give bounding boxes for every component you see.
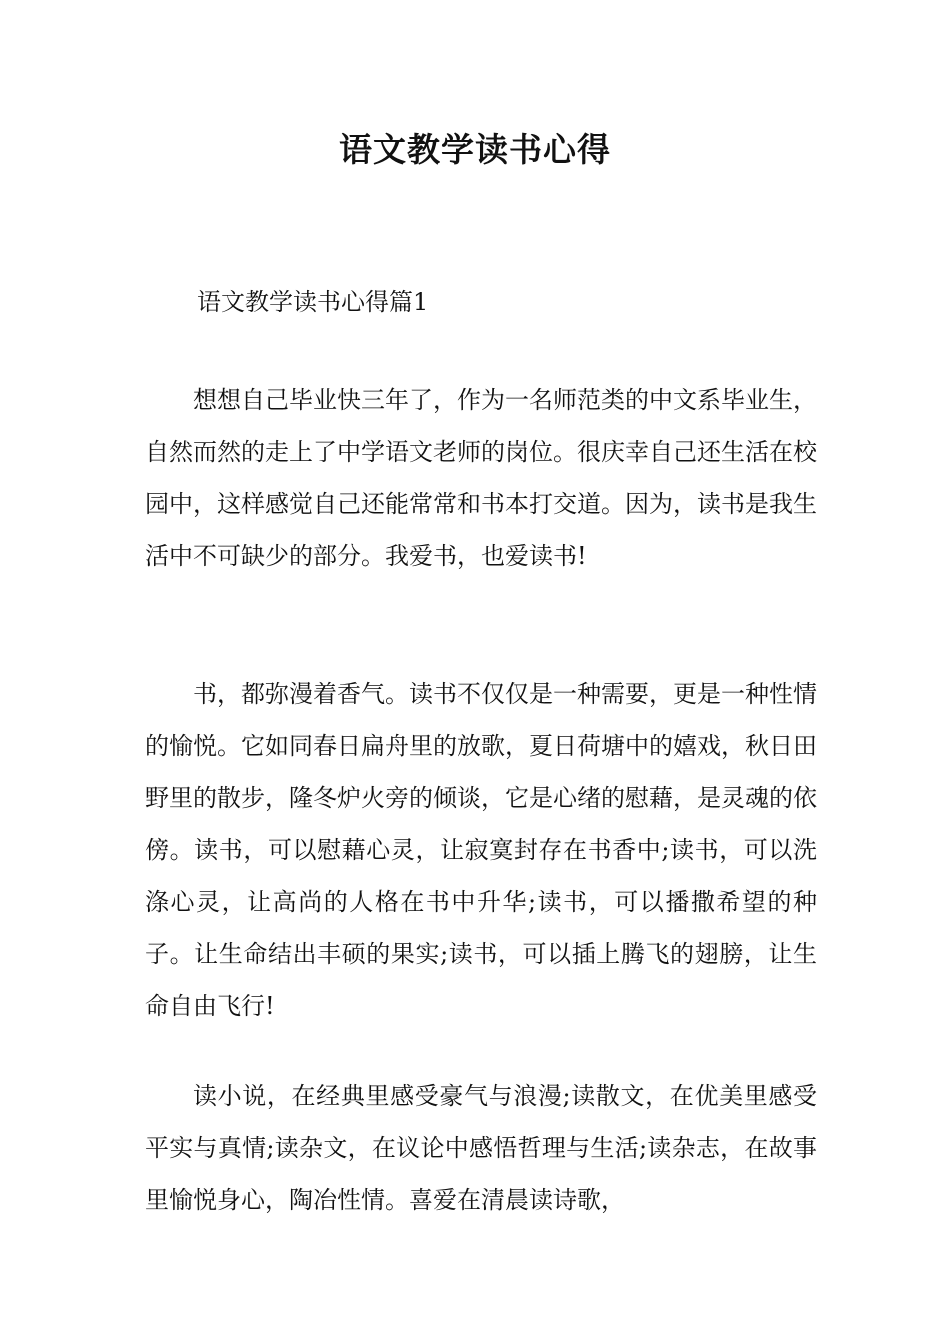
paragraph-2: 书，都弥漫着香气。读书不仅仅是一种需要，更是一种性情的愉悦。它如同春日扁舟里的放歌，夏日荷塘中的嬉戏，秋日田野里的散步，隆冬炉火旁的倾谈，它是心绪的慰藉，是灵魂的依傍。读书，可以慰藉心灵，让寂寞封存在书香中;读书，可以洗涤心灵，让高尚的人格在书中升华;读书，可以播撒希望的种子。让生命结出丰硕的果实;读书，可以插上腾飞的翅膀，让生命自由飞行! bbox=[145, 680, 817, 1020]
section-heading: 语文教学读书心得篇1 bbox=[197, 288, 429, 316]
paragraph-3: 读小说，在经典里感受豪气与浪漫;读散文，在优美里感受平实与真情;读杂文，在议论中感悟哲理与生活;读杂志，在故事里愉悦身心，陶冶性情。喜爱在清晨读诗歌， bbox=[145, 1082, 817, 1214]
document-title: 语文教学读书心得 bbox=[339, 130, 611, 169]
paragraph-1: 想想自己毕业快三年了，作为一名师范类的中文系毕业生，自然而然的走上了中学语文老师的岗位。很庆幸自己还生活在校园中，这样感觉自己还能常常和书本打交道。因为，读书是我生活中不可缺少的部分。我爱书，也爱读书! bbox=[145, 386, 817, 570]
